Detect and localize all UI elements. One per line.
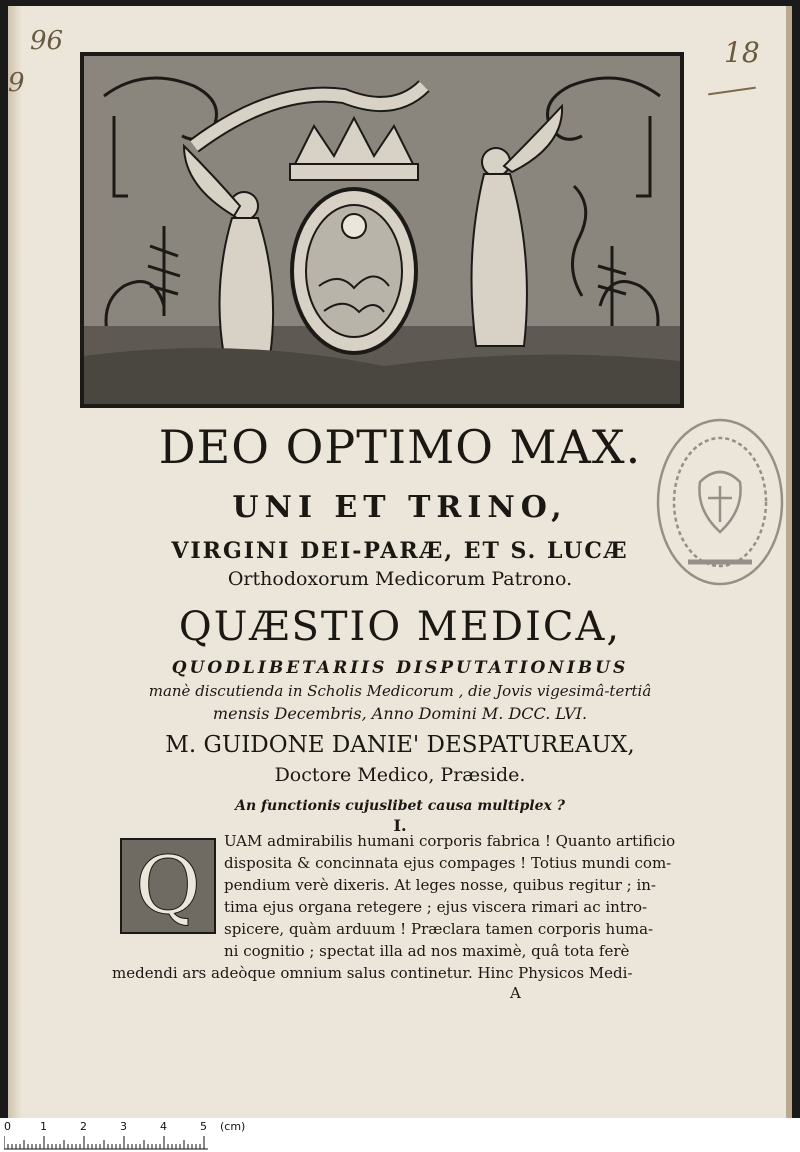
scale-label: 3	[120, 1120, 127, 1133]
decorated-initial	[120, 838, 216, 934]
decorated-initial-letter: Q	[135, 839, 201, 932]
scale-unit: (cm)	[220, 1120, 246, 1133]
date-line: mensis Decembris, Anno Domini M. DCC. LVI.	[212, 704, 588, 723]
dedication-subtitle: UNI ET TRINO,	[232, 490, 568, 525]
library-stamp	[648, 412, 788, 590]
body-line: spicere, quàm arduum ! Præclara tamen corporis huma-	[224, 920, 654, 938]
scale-label: 4	[160, 1120, 167, 1133]
session-line: manè discutienda in Scholis Medicorum , die Jovis vigesimâ-tertiâ	[148, 682, 652, 700]
body-line: tima ejus organa retegere ; ejus viscera rimari ac intro-	[224, 898, 648, 916]
dedication-line: VIRGINI DEI-PARÆ, ET S. LUCÆ	[171, 538, 629, 564]
scale-label: 1	[40, 1120, 47, 1133]
president-title: Doctore Medico, Præside.	[274, 764, 526, 786]
body-line: pendium verè dixeris. At leges nosse, quibus regitur ; in-	[224, 876, 656, 894]
body-line: medendi ars adeòque omnium salus continetur. Hinc Physicos Medi-	[112, 964, 633, 982]
handwritten-page-number: 96	[30, 26, 64, 56]
document-page	[8, 6, 792, 1118]
handwritten-folio-number: 18	[724, 36, 760, 69]
scale-label: 2	[80, 1120, 87, 1133]
scale-label: 0	[4, 1120, 11, 1133]
body-line: disposita & concinnata ejus compages ! Totius mundi com-	[224, 854, 672, 872]
president-name: M. GUIDONE DANIE' DESPATUREAUX,	[165, 732, 635, 758]
scale-label: 5	[200, 1120, 207, 1133]
disputation-line: QUODLIBETARIIS DISPUTATIONIBUS	[171, 658, 629, 678]
patron-line: Orthodoxorum Medicorum Patrono.	[227, 568, 573, 590]
section-number: I.	[393, 816, 407, 835]
body-line: ni cognitio ; spectat illa ad nos maximè, quâ tota ferè	[224, 942, 630, 960]
engraving-illustration	[84, 56, 680, 404]
signature-mark: A	[510, 984, 521, 1002]
scale-ruler	[4, 1134, 216, 1150]
handwritten-underline	[708, 87, 756, 96]
measurement-scale	[0, 1118, 800, 1152]
dedication-title: DEO OPTIMO MAX.	[158, 420, 642, 474]
question-heading: QUÆSTIO MEDICA,	[178, 604, 622, 650]
engraved-headpiece	[80, 52, 684, 408]
question-text: An functionis cujuslibet causa multiplex ?	[235, 798, 565, 814]
body-line: UAM admirabilis humani corporis fabrica ! Quanto artificio	[224, 832, 676, 850]
handwritten-edge-mark: 9	[8, 68, 25, 98]
